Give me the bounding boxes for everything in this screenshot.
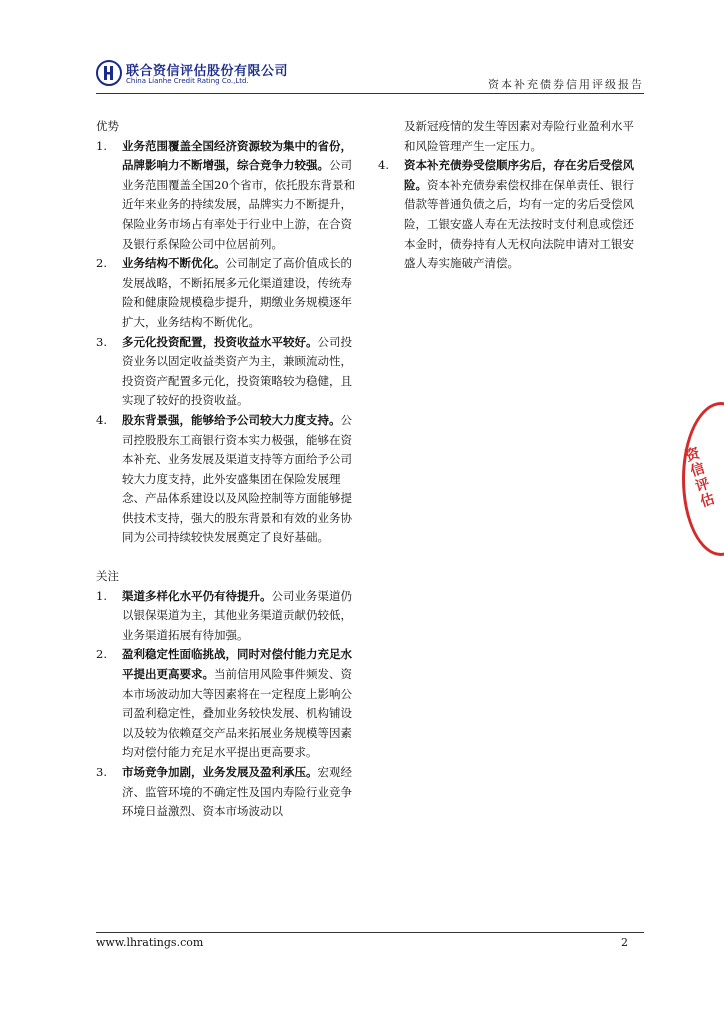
list-item: 2. 盈利稳定性面临挑战，同时对偿付能力充足水平提出更高要求。当前信用风险事件频发、资本市场波动加大等因素将在一定程度上影响公司盈利稳定性，叠加业务较快发展、机构铺设以及较为依赖趸交产品来拓展业务规模等因素均对偿付能力充足水平提出更高要求。 bbox=[96, 647, 352, 760]
item-body: 资本补充债券索偿权排在保单责任、银行借款等普通负债之后，均有一定的劣后受偿风险，工银安盛人寿在无法按时支付利息或偿还本金时，债券持有人无权向法院申请对工银安盛人寿实施破产清偿。 bbox=[404, 177, 634, 271]
item-body: 公司投资业务以固定收益类资产为主，兼顾流动性，投资资产配置多元化，投资策略较为稳健，且实现了较好的投资收益。 bbox=[122, 334, 352, 408]
company-seal-stamp bbox=[682, 402, 724, 556]
item-body: 公司制定了高价值成长的发展战略，不断拓展多元化渠道建设，传统寿险和健康险规模稳步提升，期缴业务规模逐年扩大，业务结构不断优化。 bbox=[122, 256, 352, 329]
footer-url: www.lhratings.com bbox=[96, 936, 204, 949]
list-item: 1. 渠道多样化水平仍有待提升。公司业务渠道仍以银保渠道为主，其他业务渠道贡献仍较低，业务渠道拓展有待加强。 bbox=[96, 588, 352, 642]
report-title: 资本补充债券信用评级报告 bbox=[488, 78, 644, 91]
concerns-list bbox=[96, 587, 358, 822]
strengths-title: 优势 bbox=[96, 119, 119, 133]
list-item: 3. 市场竞争加剧，业务发展及盈利承压。宏观经济、监管环境的不确定性及国内寿险行业竞争环境日益激烈、资本市场波动以 bbox=[96, 765, 352, 819]
item-lead: 盈利稳定性面临挑战，同时对偿付能力充足水平提出更高要求。 bbox=[122, 647, 352, 682]
item-body: 公司业务渠道仍以银保渠道为主，其他业务渠道贡献仍较低，业务渠道拓展有待加强。 bbox=[122, 588, 352, 642]
header-divider bbox=[96, 93, 644, 94]
left-column bbox=[96, 117, 358, 822]
item-lead: 渠道多样化水平仍有待提升。 bbox=[122, 588, 272, 603]
item-lead: 市场竞争加剧，业务发展及盈利承压。 bbox=[122, 765, 318, 779]
item-lead: 股东背景强，能够给予公司较大力度支持。 bbox=[122, 412, 341, 427]
item-body: 公司控股股东工商银行资本实力极强，能够在资本补充、业务发展及渠道支持等方面给予公司较大力度支持，此外安盛集团在保险发展理念、产品体系建设以及风险控制等方面能够提供技术支持，强大的股东背景和有效的业务协同为公司持续较快发展奠定了良好基础。 bbox=[122, 412, 352, 545]
item-lead: 业务范围覆盖全国经济资源较为集中的省份，品牌影响力不断增强，综合竞争力较强。 bbox=[122, 138, 352, 173]
company-name-en: China Lianhe Credit Rating Co.,Ltd. bbox=[126, 77, 249, 85]
concern-continuation: 及新冠疫情的发生等因素对寿险行业盈利水平和风险管理产生一定压力。 bbox=[404, 119, 634, 153]
strengths-list bbox=[96, 137, 358, 548]
footer-divider bbox=[96, 932, 644, 933]
list-item: 4. 股东背景强，能够给予公司较大力度支持。公司控股股东工商银行资本实力极强，能够在资本补充、业务发展及渠道支持等方面给予公司较大力度支持，此外安盛集团在保险发展理念、产品体系建设以及风险控制等方面能够提供技术支持，强大的股东背景和有效的业务协同为公司持续较快发展奠定了良好基础。 bbox=[96, 412, 352, 545]
item-lead: 多元化投资配置，投资收益水平较好。 bbox=[122, 334, 318, 349]
stamp-text: 资信评估 bbox=[683, 445, 717, 511]
concerns-list-continued bbox=[378, 156, 644, 274]
list-item: 3. 多元化投资配置，投资收益水平较好。公司投资业务以固定收益类资产为主，兼顾流动性，投资资产配置多元化，投资策略较为稳健，且实现了较好的投资收益。 bbox=[96, 334, 352, 408]
page-number: 2 bbox=[621, 936, 628, 949]
item-lead: 资本补充债券受偿顺序劣后，存在劣后受偿风险。 bbox=[404, 158, 634, 192]
page-header bbox=[96, 58, 644, 94]
concerns-title: 关注 bbox=[96, 569, 119, 584]
list-item: 2. 业务结构不断优化。公司制定了高价值成长的发展战略，不断拓展多元化渠道建设，传统寿险和健康险规模稳步提升，期缴业务规模逐年扩大，业务结构不断优化。 bbox=[96, 256, 352, 329]
item-body: 公司业务范围覆盖全国20个省市，依托股东背景和近年来业务的持续发展，品牌实力不断提升，保险业务市场占有率处于行业中上游，在合资及银行系保险公司中位居前列。 bbox=[122, 158, 356, 251]
item-lead: 业务结构不断优化。 bbox=[122, 256, 226, 271]
company-name-cn: 联合资信评估股份有限公司 bbox=[126, 64, 289, 79]
list-item: 1. 业务范围覆盖全国经济资源较为集中的省份，品牌影响力不断增强，综合竞争力较强。公司业务范围覆盖全国20个省市，依托股东背景和近年来业务的持续发展，品牌实力不断提升，保险业务市场占有率处于行业中上游，在合资及银行系保险公司中位居前列。 bbox=[96, 138, 356, 251]
list-item: 4. 资本补充债券受偿顺序劣后，存在劣后受偿风险。资本补充债券索偿权排在保单责任、银行借款等普通负债之后，均有一定的劣后受偿风险，工银安盛人寿在无法按时支付利息或偿还本金时，债券持有人无权向法院申请对工银安盛人寿实施破产清偿。 bbox=[378, 158, 634, 271]
item-body: 宏观经济、监管环境的不确定性及国内寿险行业竞争环境日益激烈、资本市场波动以 bbox=[122, 765, 352, 819]
item-body: 当前信用风险事件频发、资本市场波动加大等因素将在一定程度上影响公司盈利稳定性，叠加业务较快发展、机构铺设以及较为依赖趸交产品来拓展业务规模等因素均对偿付能力充足水平提出更高要求。 bbox=[122, 667, 352, 760]
company-logo-icon bbox=[96, 60, 122, 86]
right-column bbox=[378, 117, 644, 274]
